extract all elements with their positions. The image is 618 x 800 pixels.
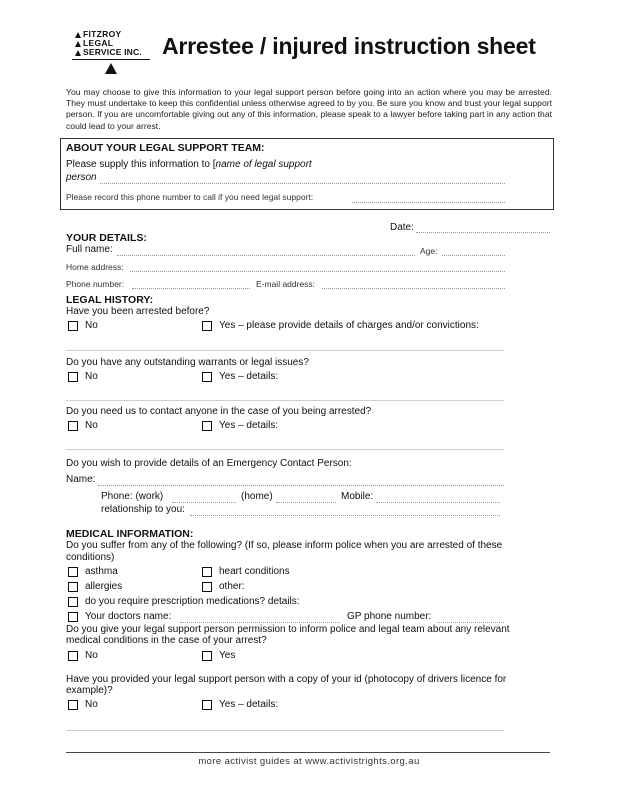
intro-paragraph: You may choose to give this information to your legal support person before going into an action where you may be arrested. They must undertake to keep this confidential unless otherwise agreed to by you. Be sure you know and trust your legal support person. If you are uncomfortable giving out any of this information, please speak to a lawyer before taking part in any action that could lead to your arrest. bbox=[66, 87, 552, 131]
allergies-label: allergies bbox=[85, 581, 123, 592]
emergency-relationship-field[interactable] bbox=[190, 515, 500, 516]
legal-support-phone-field[interactable] bbox=[352, 202, 505, 203]
logo-triangle-icon bbox=[75, 50, 81, 56]
medical-permission-question: Do you give your legal support person permission to inform police and legal team about any relevant medical conditions in the case of your arrest? bbox=[66, 624, 510, 646]
logo-line-3: SERVICE INC. bbox=[83, 47, 142, 57]
id-copy-question: Have you provided your legal support person with a copy of your id (photocopy of drivers licence for example)? bbox=[66, 674, 507, 696]
contact-anyone-no-checkbox[interactable] bbox=[68, 421, 78, 431]
logo-line-2: LEGAL bbox=[83, 38, 114, 48]
logo-triangle-icon bbox=[75, 32, 81, 38]
arrested-before-no-checkbox[interactable] bbox=[68, 321, 78, 331]
medical-conditions-question: Do you suffer from any of the following? (If so, please inform police when you are arrested of these conditions) bbox=[66, 540, 503, 563]
emergency-phone-work-field[interactable] bbox=[172, 502, 236, 503]
gp-phone-field[interactable] bbox=[437, 622, 504, 623]
legal-support-team-heading: ABOUT YOUR LEGAL SUPPORT TEAM: bbox=[66, 142, 265, 154]
page-title: Arrestee / injured instruction sheet bbox=[162, 33, 536, 59]
warrants-no-checkbox[interactable] bbox=[68, 372, 78, 382]
medical-information-heading: MEDICAL INFORMATION: bbox=[66, 528, 194, 540]
legal-history-heading: LEGAL HISTORY: bbox=[66, 294, 154, 306]
your-details-heading: YOUR DETAILS: bbox=[66, 232, 147, 244]
supply-info-text: Please supply this information to [ bbox=[66, 159, 216, 170]
allergies-checkbox[interactable] bbox=[68, 582, 78, 592]
logo bbox=[72, 28, 154, 80]
date-label: Date: bbox=[390, 222, 414, 233]
logo-line-1: FITZROY bbox=[83, 29, 122, 39]
warrants-no-label: No bbox=[85, 371, 98, 382]
id-copy-no-label: No bbox=[85, 699, 98, 710]
emergency-name-field[interactable] bbox=[98, 485, 504, 486]
arrested-before-no-label: No bbox=[85, 320, 98, 331]
id-copy-yes-checkbox[interactable] bbox=[202, 700, 212, 710]
medical-permission-no-label: No bbox=[85, 650, 98, 661]
heart-conditions-label: heart conditions bbox=[219, 566, 290, 577]
emergency-mobile-field[interactable] bbox=[376, 502, 500, 503]
warrants-question: Do you have any outstanding warrants or legal issues? bbox=[66, 357, 309, 368]
age-field[interactable] bbox=[442, 255, 505, 256]
arrested-before-yes-checkbox[interactable] bbox=[202, 321, 212, 331]
prescription-label: do you require prescription medications? details: bbox=[85, 596, 300, 607]
emergency-mobile-label: Mobile: bbox=[341, 491, 374, 502]
heart-conditions-checkbox[interactable] bbox=[202, 567, 212, 577]
warrants-yes-checkbox[interactable] bbox=[202, 372, 212, 382]
phone-number-label: Phone number: bbox=[66, 279, 125, 289]
logo-triangle-icon bbox=[75, 41, 81, 47]
record-phone-label: Please record this phone number to call if you need legal support: bbox=[66, 192, 314, 202]
footer-rule bbox=[66, 752, 550, 753]
supply-info-italic: name of legal support bbox=[215, 159, 312, 170]
arrested-before-details-line[interactable] bbox=[66, 350, 504, 351]
id-copy-details-line[interactable] bbox=[66, 730, 504, 731]
supply-info-label bbox=[66, 159, 312, 171]
emergency-relationship-label: relationship to you: bbox=[101, 504, 185, 515]
asthma-label: asthma bbox=[85, 566, 118, 577]
age-label: Age: bbox=[420, 246, 438, 256]
doctor-checkbox[interactable] bbox=[68, 612, 78, 622]
emergency-phone-home-field[interactable] bbox=[276, 502, 336, 503]
full-name-field[interactable] bbox=[117, 255, 415, 256]
medical-permission-yes-checkbox[interactable] bbox=[202, 651, 212, 661]
prescription-checkbox[interactable] bbox=[68, 597, 78, 607]
medical-permission-no-checkbox[interactable] bbox=[68, 651, 78, 661]
other-condition-label: other: bbox=[219, 581, 245, 592]
warrants-details-line[interactable] bbox=[66, 400, 504, 401]
contact-anyone-yes-label: Yes – details: bbox=[219, 420, 279, 431]
other-condition-checkbox[interactable] bbox=[202, 582, 212, 592]
legal-support-name-field[interactable] bbox=[100, 183, 505, 184]
logo-scale-bar bbox=[72, 59, 150, 60]
gp-phone-label: GP phone number: bbox=[347, 611, 432, 622]
emergency-phone-home-label: (home) bbox=[241, 491, 273, 502]
emergency-contact-question: Do you wish to provide details of an Emergency Contact Person: bbox=[66, 458, 352, 469]
home-address-label: Home address: bbox=[66, 262, 124, 272]
contact-anyone-no-label: No bbox=[85, 420, 98, 431]
id-copy-no-checkbox[interactable] bbox=[68, 700, 78, 710]
arrested-before-question: Have you been arrested before? bbox=[66, 306, 210, 317]
arrested-before-yes-label: Yes – please provide details of charges and/or convictions: bbox=[219, 320, 479, 331]
date-field[interactable] bbox=[416, 232, 550, 233]
phone-number-field[interactable] bbox=[132, 288, 250, 289]
contact-anyone-details-line[interactable] bbox=[66, 449, 504, 450]
emergency-phone-work-label: Phone: (work) bbox=[101, 491, 164, 502]
email-field[interactable] bbox=[322, 288, 505, 289]
footer-text: more activist guides at www.activistrights.org.au bbox=[198, 756, 420, 767]
home-address-field[interactable] bbox=[130, 271, 505, 272]
full-name-label: Full name: bbox=[66, 244, 113, 255]
warrants-yes-label: Yes – details: bbox=[219, 371, 279, 382]
logo-fulcrum-icon bbox=[105, 63, 117, 74]
emergency-name-label: Name: bbox=[66, 474, 96, 485]
doctor-name-field[interactable] bbox=[180, 622, 340, 623]
id-copy-yes-label: Yes – details: bbox=[219, 699, 279, 710]
medical-permission-yes-label: Yes bbox=[219, 650, 236, 661]
contact-anyone-yes-checkbox[interactable] bbox=[202, 421, 212, 431]
contact-anyone-question: Do you need us to contact anyone in the case of you being arrested? bbox=[66, 406, 372, 417]
asthma-checkbox[interactable] bbox=[68, 567, 78, 577]
email-label: E-mail address: bbox=[256, 279, 316, 289]
doctor-name-label: Your doctors name: bbox=[85, 611, 172, 622]
supply-info-person: person bbox=[66, 172, 97, 183]
